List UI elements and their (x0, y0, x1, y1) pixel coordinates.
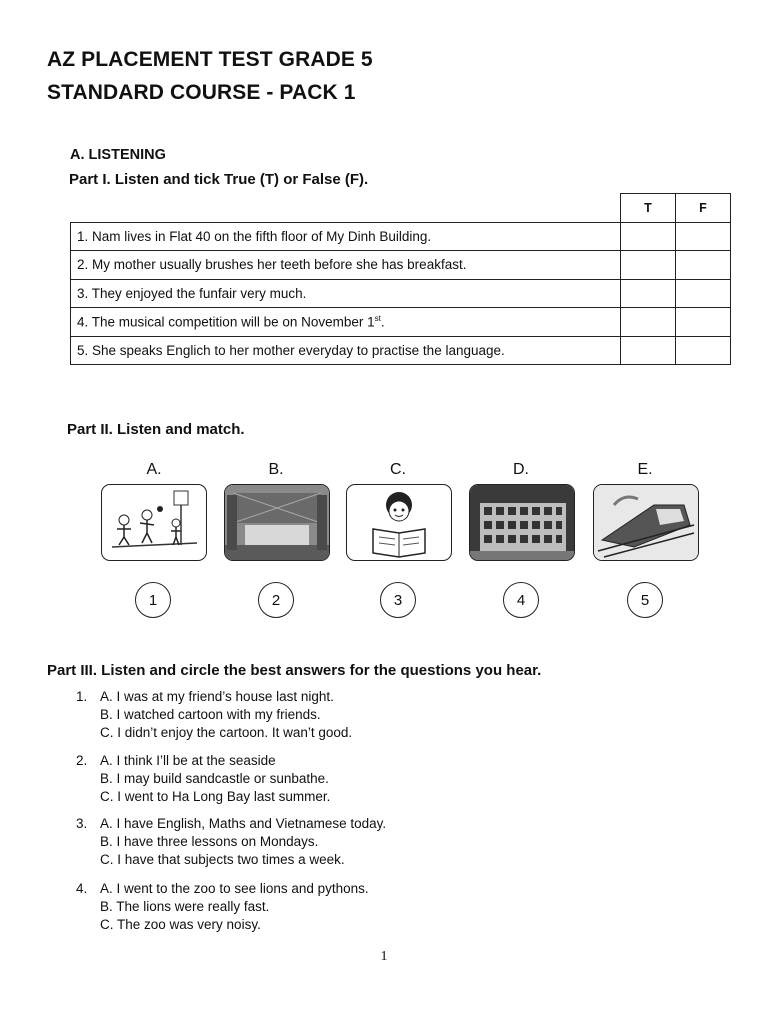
train-illustration (594, 485, 698, 560)
picture-letter-d: D. (513, 461, 529, 478)
tick-box-true-4[interactable] (621, 308, 676, 337)
col-header-true: T (621, 194, 676, 223)
match-number-2: 2 (258, 582, 294, 618)
tick-box-false-5[interactable] (676, 336, 731, 365)
statement-3: 3. They enjoyed the funfair very much. (71, 279, 621, 308)
answer-option-b[interactable]: B. I watched cartoon with my friends. (100, 707, 321, 722)
tick-box-true-3[interactable] (621, 279, 676, 308)
answer-option-b[interactable]: B. I may build sandcastle or sunbathe. (100, 771, 329, 786)
true-false-table (70, 193, 731, 365)
answer-option-c[interactable]: C. I didn’t enjoy the cartoon. It wan’t good. (100, 725, 353, 740)
tick-box-true-2[interactable] (621, 251, 676, 280)
title-line-1: AZ PLACEMENT TEST GRADE 5 (47, 48, 373, 71)
statement-2: 2. My mother usually brushes her teeth before she has breakfast. (71, 251, 621, 280)
picture-letter-b: B. (268, 461, 284, 478)
table-row (71, 279, 731, 308)
tick-box-false-2[interactable] (676, 251, 731, 280)
tick-box-false-4[interactable] (676, 308, 731, 337)
statement-5: 5. She speaks Englich to her mother everyday to practise the language. (71, 336, 621, 365)
table-row (71, 336, 731, 365)
table-header-row (71, 194, 731, 223)
picture-letter-e: E. (637, 461, 653, 478)
question-number: 3. (76, 816, 88, 831)
picture-train (593, 484, 699, 561)
match-number-1: 1 (135, 582, 171, 618)
picture-boy-reading (346, 484, 452, 561)
statement-1: 1. Nam lives in Flat 40 on the fifth floor of My Dinh Building. (71, 222, 621, 251)
question-number: 1. (76, 689, 88, 704)
children-playing-illustration (102, 485, 206, 560)
match-number-5: 5 (627, 582, 663, 618)
picture-room (224, 484, 330, 561)
tick-box-false-3[interactable] (676, 279, 731, 308)
match-number-3: 3 (380, 582, 416, 618)
answer-option-b[interactable]: B. The lions were really fast. (100, 899, 270, 914)
table-row (71, 222, 731, 251)
tick-box-false-1[interactable] (676, 222, 731, 251)
answer-option-c[interactable]: C. I have that subjects two times a week. (100, 852, 345, 867)
boy-reading-illustration (347, 485, 451, 560)
picture-children-playing (101, 484, 207, 561)
answer-option-c[interactable]: C. I went to Ha Long Bay last summer. (100, 789, 331, 804)
answer-option-a[interactable]: A. I have English, Maths and Vietnamese today. (100, 816, 387, 831)
answer-option-b[interactable]: B. I have three lessons on Mondays. (100, 834, 319, 849)
tick-box-true-1[interactable] (621, 222, 676, 251)
part2-heading: Part II. Listen and match. (67, 421, 245, 438)
tick-box-true-5[interactable] (621, 336, 676, 365)
question-number: 4. (76, 881, 88, 896)
table-row (71, 251, 731, 280)
section-a-heading: A. LISTENING (70, 147, 166, 163)
building-illustration (470, 485, 574, 560)
answer-option-a[interactable]: A. I think I’ll be at the seaside (100, 753, 276, 768)
part1-heading: Part I. Listen and tick True (T) or False (F). (69, 171, 369, 188)
room-illustration (225, 485, 329, 560)
page-number: 1 (380, 949, 388, 964)
col-header-false: F (676, 194, 731, 223)
statement-4: 4. The musical competition will be on November 1st. (71, 308, 621, 337)
answer-option-a[interactable]: A. I was at my friend’s house last night. (100, 689, 334, 704)
answer-option-c[interactable]: C. The zoo was very noisy. (100, 917, 261, 932)
picture-building (469, 484, 575, 561)
match-number-4: 4 (503, 582, 539, 618)
title-line-2: STANDARD COURSE - PACK 1 (47, 81, 356, 104)
table-row (71, 308, 731, 337)
picture-letter-a: A. (146, 461, 162, 478)
question-number: 2. (76, 753, 88, 768)
answer-option-a[interactable]: A. I went to the zoo to see lions and pythons. (100, 881, 369, 896)
part3-heading: Part III. Listen and circle the best answers for the questions you hear. (47, 662, 542, 679)
picture-letter-c: C. (390, 461, 406, 478)
